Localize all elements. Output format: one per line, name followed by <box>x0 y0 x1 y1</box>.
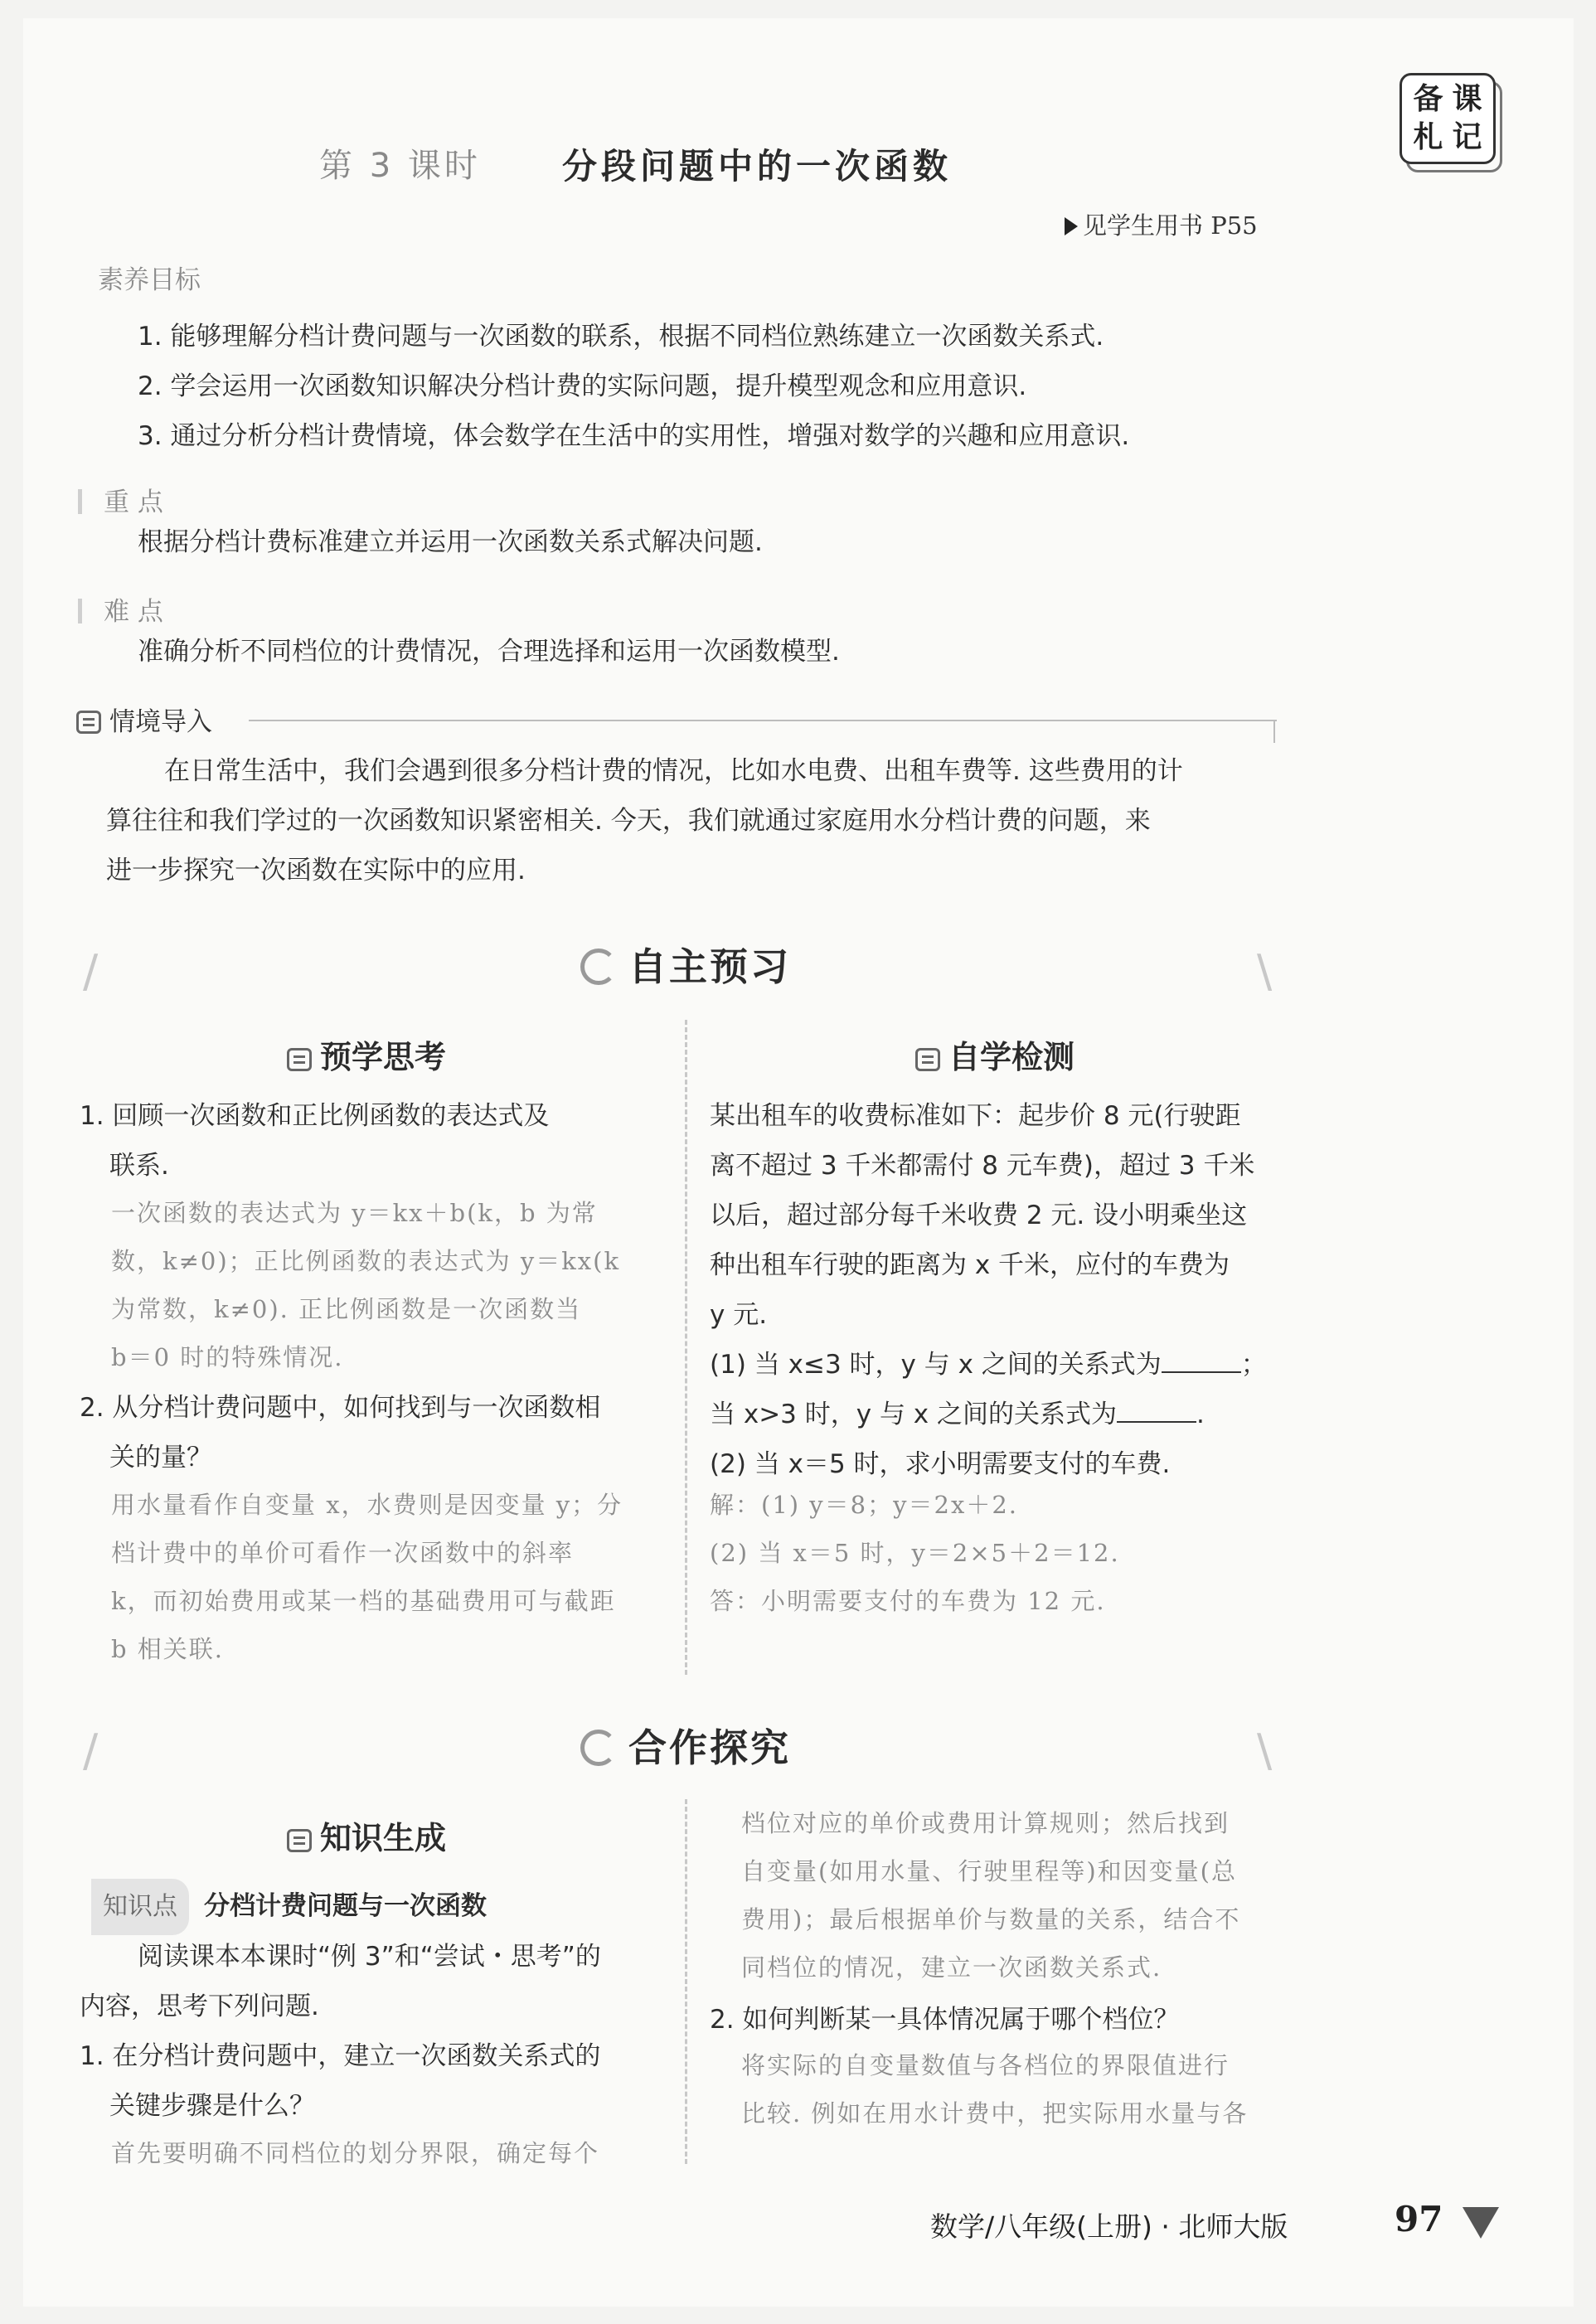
check-icon <box>915 1048 940 1071</box>
test-line: 离不超过 3 千米都需付 8 元车费)，超过 3 千米 <box>710 1151 1255 1181</box>
stamp-char: 札 <box>1413 120 1443 154</box>
difficulty-label <box>78 590 163 628</box>
subsection-heading <box>287 1812 446 1858</box>
page-title: 分段问题中的一次函数 <box>562 146 953 187</box>
answer-line: 档计费中的单价可看作一次函数中的斜率 <box>111 1539 575 1567</box>
section-title: 合作探究 <box>628 1725 791 1770</box>
answer-line: 解：(1) y＝8；y＝2x＋2. <box>710 1491 1018 1519</box>
test-q1a-text: (1) 当 x≤3 时，y 与 x 之间的关系式为 <box>710 1350 1162 1380</box>
answer-line: 为常数，k≠0). 正比例函数是一次函数当 <box>111 1295 582 1323</box>
section-icon <box>580 949 617 985</box>
notes-icon <box>287 1829 312 1852</box>
test-line: 种出租车行驶的距离为 x 千米，应付的车费为 <box>710 1250 1230 1280</box>
intro-line: 进一步探究一次函数在实际中的应用. <box>106 856 526 885</box>
question-2 <box>80 1383 673 1482</box>
test-q1a <box>710 1340 1307 1390</box>
decor-slash: \ <box>1257 945 1273 997</box>
answer-line: 将实际的自变量数值与各档位的界限值进行 <box>741 2051 1230 2079</box>
question-line: 2. 从分档计费问题中，如何找到与一次函数相 <box>80 1393 601 1423</box>
reading-instruction <box>80 1932 673 2031</box>
subsection-title: 自学检测 <box>948 1039 1075 1075</box>
answer-line: 自变量(如用水量、行驶里程等)和因变量(总 <box>741 1857 1237 1885</box>
test-problem <box>710 1091 1307 1489</box>
answer-1 <box>111 1189 683 1381</box>
difficulty-label-text: 难 点 <box>104 597 163 627</box>
lesson-number: 第 3 课时 <box>319 147 481 185</box>
test-line: y 元. <box>710 1300 768 1330</box>
intro-line: 在日常生活中，我们会遇到很多分档计费的情况，比如水电费、出租车费等. 这些费用的计 <box>164 756 1183 786</box>
goals-list <box>138 312 1129 461</box>
subsection-title: 知识生成 <box>320 1820 447 1856</box>
question-1 <box>80 1091 673 1191</box>
goal-item: 3. 通过分析分档计费情境，体会数学在生活中的实用性，增强对数学的兴趣和应用意识. <box>138 421 1130 451</box>
reading-line: 阅读课本本课时“例 3”和“尝试・思考”的 <box>138 1942 601 1972</box>
page-number: 97 <box>1395 2199 1443 2239</box>
knowledge-point <box>91 1879 487 1935</box>
decor-slash: \ <box>1257 1725 1273 1777</box>
decor-slash: / <box>83 1725 99 1777</box>
answer-blank[interactable] <box>1162 1348 1241 1373</box>
column-divider <box>685 1799 687 2164</box>
divider <box>249 720 1277 721</box>
reading-line: 内容，思考下列问题. <box>80 1992 319 2021</box>
notes-icon <box>287 1048 312 1071</box>
key-text: 根据分档计费标准建立并运用一次函数关系式解决问题. <box>138 527 763 557</box>
subsection-heading <box>915 1031 1075 1077</box>
answer-line: 一次函数的表达式为 y＝kx＋b(k，b 为常 <box>111 1199 598 1227</box>
explore-answer-1: 首先要明确不同档位的划分界限，确定每个 <box>111 2139 600 2167</box>
stamp-char: 记 <box>1452 120 1482 154</box>
intro-heading <box>76 701 212 738</box>
answer-line: (2) 当 x＝5 时，y＝2×5＋2＝12. <box>710 1539 1120 1567</box>
answer-line: 答：小明需要支付的车费为 12 元. <box>710 1587 1106 1615</box>
answer-line: 比较. 例如在用水计费中，把实际用水量与各 <box>741 2099 1249 2128</box>
test-q1b <box>710 1390 1307 1439</box>
test-answer <box>710 1481 1307 1625</box>
column-divider <box>685 1020 687 1675</box>
bar-icon <box>78 489 82 514</box>
punctuation: . <box>1196 1400 1205 1429</box>
footer-book-info: 数学/八年级(上册) · 北师大版 <box>930 2210 1288 2243</box>
subsection-heading <box>287 1031 446 1077</box>
test-line: 以后，超过部分每千米收费 2 元. 设小明乘坐这 <box>710 1201 1248 1230</box>
punctuation: ； <box>1240 1350 1267 1380</box>
screen-icon <box>76 711 101 734</box>
intro-paragraph <box>106 746 1183 895</box>
explore-question-1 <box>80 2031 673 2131</box>
note-stamp <box>1400 73 1496 164</box>
explore-question-2: 2. 如何判断某一具体情况属于哪个档位？ <box>710 2005 1180 2035</box>
difficulty-text: 准确分析不同档位的计费情况，合理选择和运用一次函数模型. <box>138 637 840 667</box>
answer-line: 用水量看作自变量 x，水费则是因变量 y；分 <box>111 1491 623 1519</box>
goal-item: 2. 学会运用一次函数知识解决分档计费的实际问题，提升模型观念和应用意识. <box>138 371 1027 401</box>
answer-line: 费用)；最后根据单价与数量的关系，结合不 <box>741 1905 1241 1933</box>
test-q1b-text: 当 x>3 时，y 与 x 之间的关系式为 <box>710 1400 1118 1429</box>
section-heading-preview <box>580 937 791 992</box>
intro-line: 算往往和我们学过的一次函数知识紧密相关. 今天，我们就通过家庭用水分档计费的问题，来 <box>106 806 1151 836</box>
answer-2 <box>111 1481 683 1673</box>
question-line: 关键步骤是什么？ <box>109 2091 315 2121</box>
section-icon <box>580 1730 617 1766</box>
goal-item: 1. 能够理解分档计费问题与一次函数的联系，根据不同档位熟练建立一次函数关系式. <box>138 322 1104 352</box>
decor-slash: / <box>83 945 99 997</box>
test-q2: (2) 当 x＝5 时，求小明需要支付的车费. <box>710 1449 1171 1479</box>
answer-line: 数，k≠0)；正比例函数的表达式为 y＝kx(k <box>111 1247 621 1275</box>
corner-arrow-icon <box>1463 2207 1499 2239</box>
goals-label: 素养目标 <box>98 265 201 295</box>
section-heading-explore <box>580 1718 791 1773</box>
question-line: 1. 在分档计费问题中，建立一次函数关系式的 <box>80 2041 601 2071</box>
question-line: 1. 回顾一次函数和正比例函数的表达式及 <box>80 1101 550 1131</box>
divider <box>1273 720 1275 743</box>
answer-line: b 相关联. <box>111 1635 225 1663</box>
answer-line: 档位对应的单价或费用计算规则；然后找到 <box>741 1809 1230 1837</box>
answer-line: b＝0 时的特殊情况. <box>111 1343 344 1371</box>
key-label-text: 重 点 <box>104 488 163 517</box>
book-reference-text: 见学生用书 P55 <box>1083 211 1258 240</box>
book-reference <box>1065 207 1258 241</box>
kp-title: 分档计费问题与一次函数 <box>204 1891 487 1921</box>
triangle-icon <box>1065 217 1078 235</box>
key-label <box>78 481 163 518</box>
test-line: 某出租车的收费标准如下：起步价 8 元(行驶距 <box>710 1101 1241 1131</box>
bar-icon <box>78 599 82 623</box>
stamp-char: 备 <box>1413 82 1443 116</box>
answer-blank[interactable] <box>1117 1398 1196 1423</box>
intro-label: 情境导入 <box>109 707 212 737</box>
question-line: 关的量？ <box>109 1443 212 1473</box>
section-title: 自主预习 <box>628 944 791 989</box>
answer-line: k，而初始费用或某一档的基础费用可与截距 <box>111 1587 616 1615</box>
question-line: 联系. <box>109 1151 169 1181</box>
answer-line: 同档位的情况，建立一次函数关系式. <box>741 1953 1162 1982</box>
explore-answer-1-cont <box>741 1799 1313 1992</box>
kp-tag: 知识点 <box>91 1879 189 1935</box>
explore-answer-2 <box>741 2041 1313 2137</box>
subsection-title: 预学思考 <box>320 1039 447 1075</box>
stamp-char: 课 <box>1452 82 1482 116</box>
